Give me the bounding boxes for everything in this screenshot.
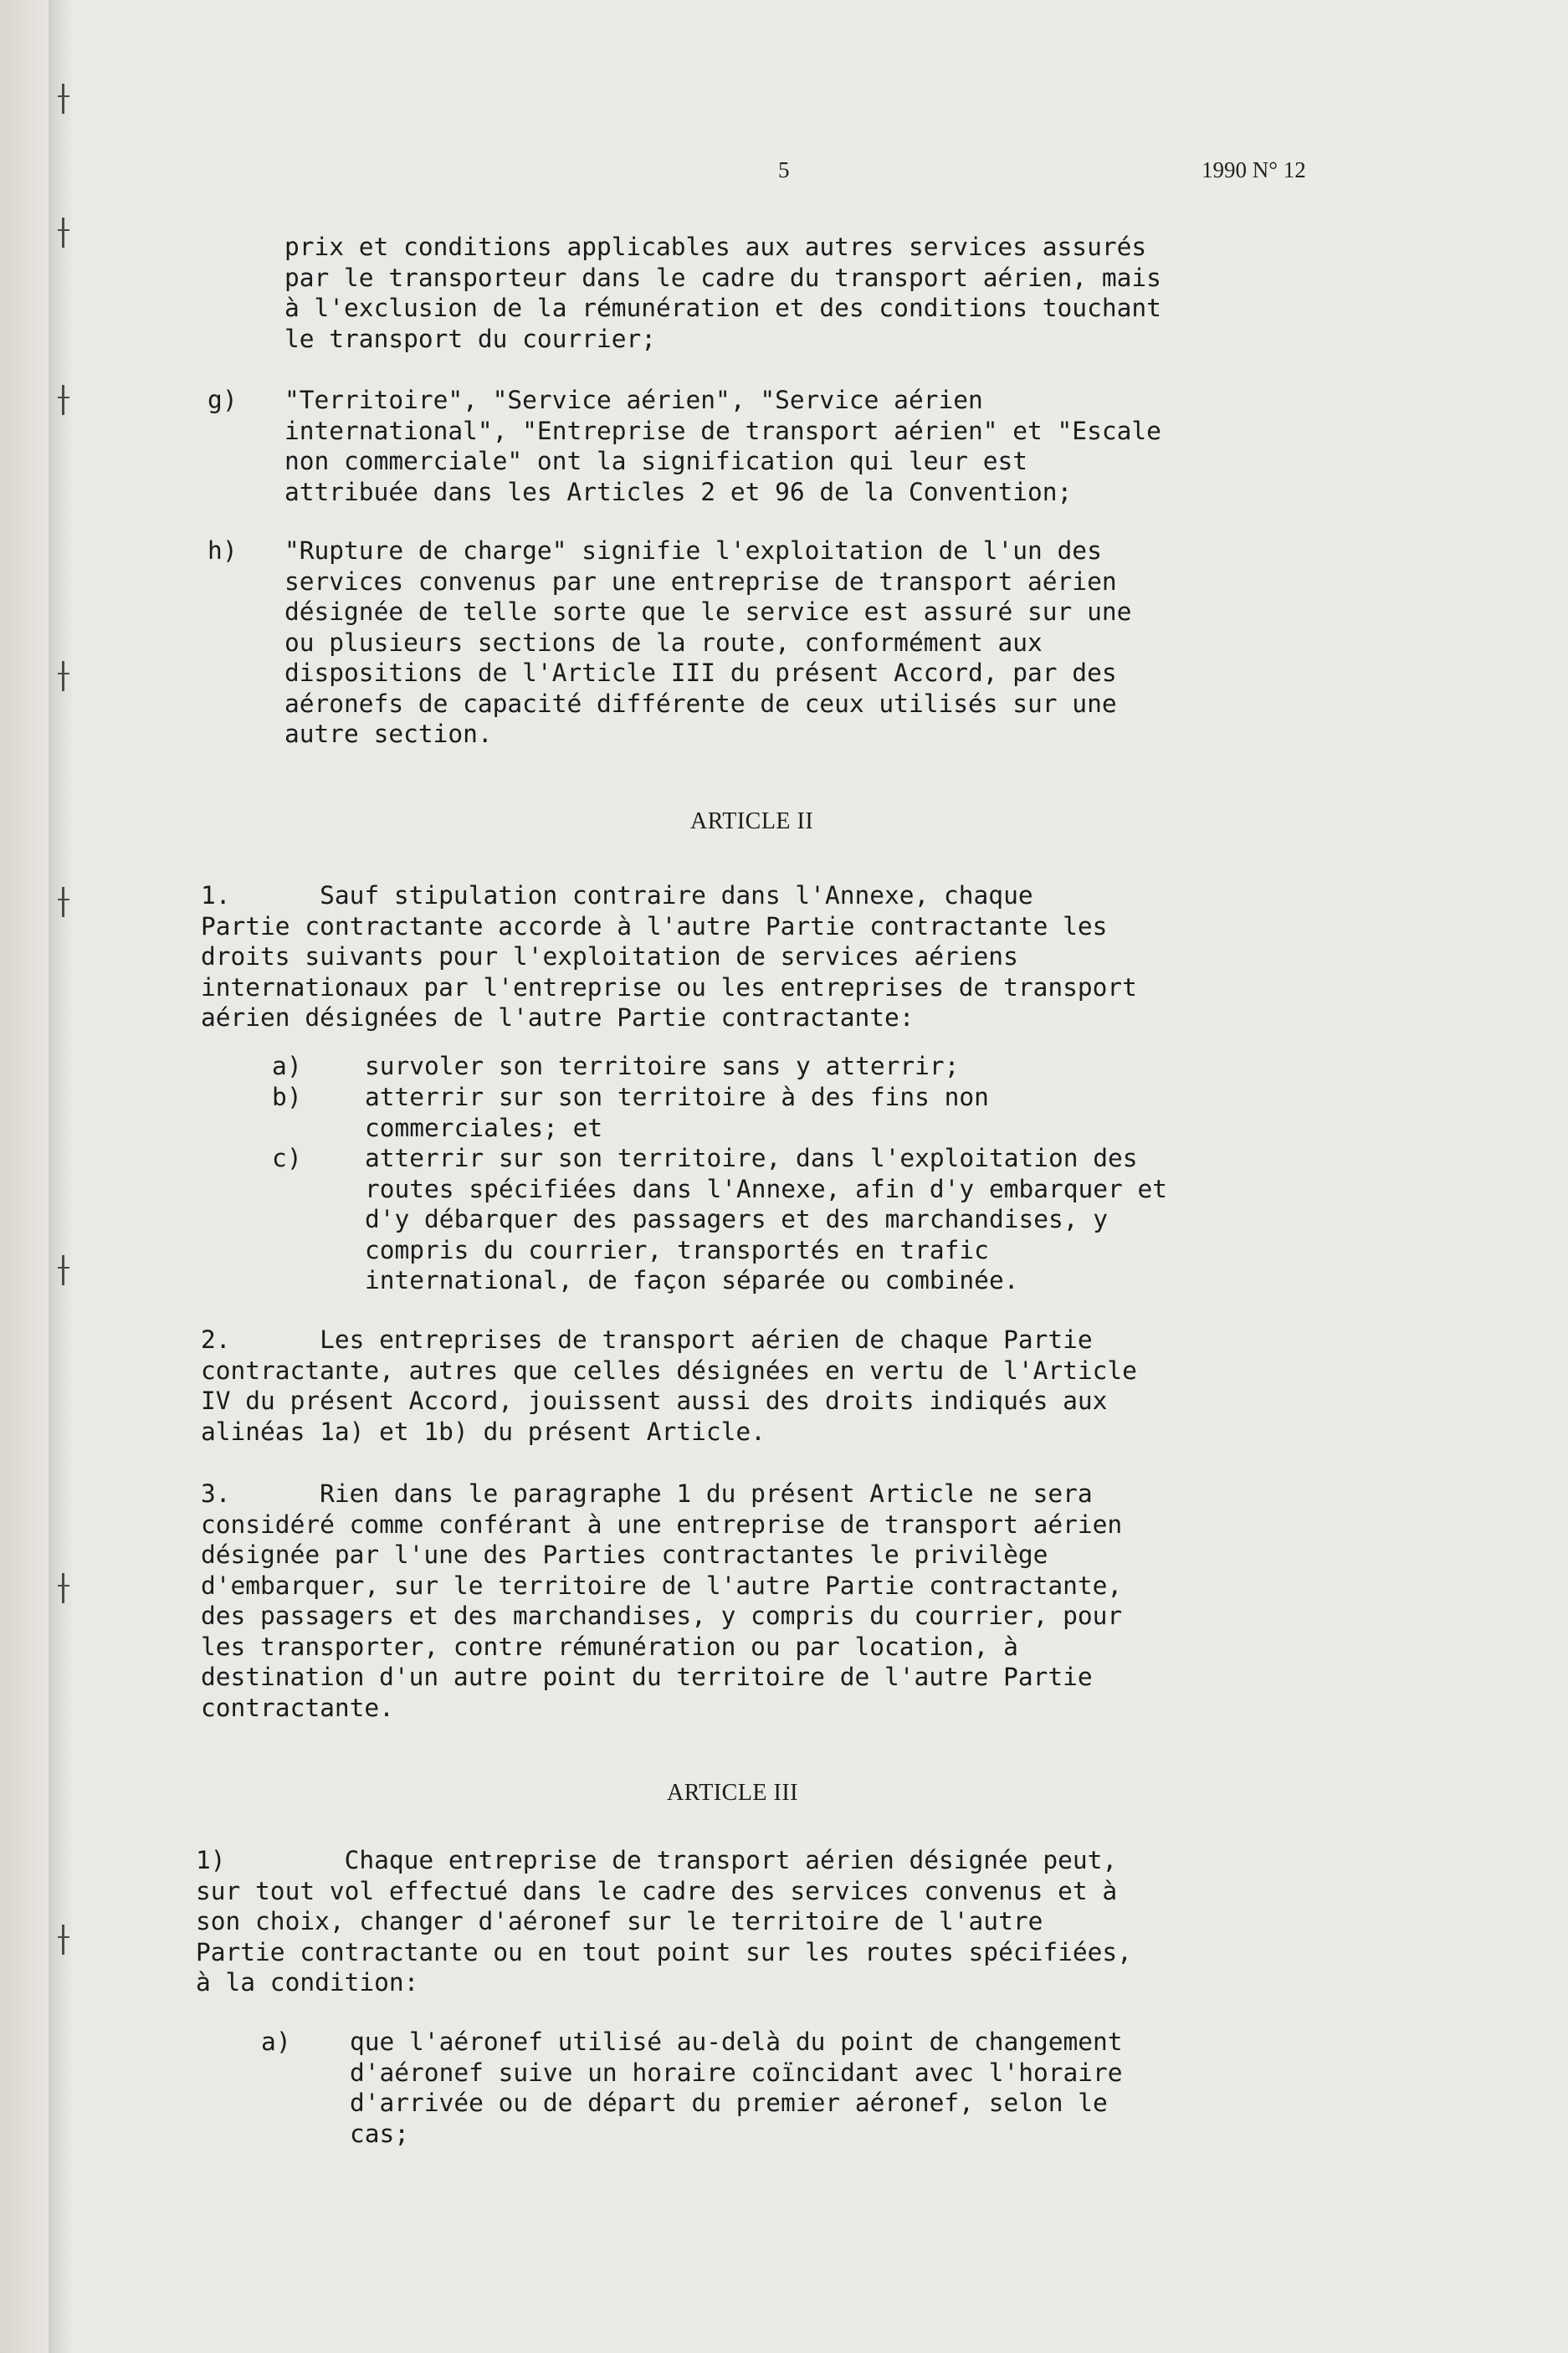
text-line: prix et conditions applicables aux autres services assurés [284, 233, 1147, 261]
text-line: autre section. [284, 720, 493, 748]
text-line: compris du courrier, transportés en trafic [365, 1235, 989, 1264]
item-label-a: a) [261, 2027, 291, 2056]
binding-staple [62, 1925, 73, 1955]
paragraph-g [284, 385, 1161, 507]
article-2-item-b [365, 1082, 989, 1143]
article-2-item-a [365, 1051, 959, 1082]
text-line: atterrir sur son territoire à des fins non [365, 1083, 989, 1111]
text-line: le transport du courrier; [284, 324, 657, 353]
item-label-h: h) [208, 536, 238, 565]
document-reference: 1990 N° 12 [1202, 157, 1306, 182]
text-line: que l'aéronef utilisé au-delà du point de changement [350, 2027, 1123, 2056]
text-line: IV du présent Accord, jouissent aussi des droits indiqués aux [201, 1387, 1108, 1415]
text-line: d'embarquer, sur le territoire de l'autre Partie contractante, [201, 1571, 1123, 1600]
text-line: non commerciale" ont la signification qui leur est [284, 447, 1028, 475]
page-number: 5 [778, 157, 790, 182]
text-line: désignée par l'une des Parties contractantes le privilège [201, 1540, 1048, 1569]
text-line: international, de façon séparée ou combinée. [365, 1266, 1019, 1294]
text-line: des passagers et des marchandises, y compris du courrier, pour [201, 1602, 1123, 1630]
text-line: 1. Sauf stipulation contraire dans l'Annexe, chaque [201, 881, 1033, 910]
binding-staple [62, 661, 73, 691]
article-2-heading: ARTICLE II [690, 808, 814, 834]
text-line: désignée de telle sorte que le service est assuré sur une [284, 597, 1132, 626]
item-label-a: a) [272, 1052, 302, 1080]
item-label-g: g) [208, 386, 238, 414]
text-line: sur tout vol effectué dans le cadre des services convenus et à [196, 1876, 1118, 1905]
text-line: services convenus par une entreprise de transport aérien [284, 566, 1117, 596]
text-line: 3. Rien dans le paragraphe 1 du présent Article ne sera [201, 1479, 1093, 1508]
binding-staple [62, 385, 73, 415]
text-line: d'y débarquer des passagers et des marchandises, y [365, 1205, 1109, 1233]
item-label-b: b) [272, 1083, 302, 1111]
binding-staple [62, 1573, 73, 1603]
text-line: considéré comme conférant à une entreprise de transport aérien [201, 1510, 1123, 1539]
text-line: d'aéronef suive un horaire coïncidant avec l'horaire [350, 2058, 1123, 2087]
article-3-heading: ARTICLE III [667, 1780, 798, 1806]
text-line: contractante. [201, 1693, 394, 1722]
text-line: internationaux par l'entreprise ou les entreprises de transport [201, 972, 1137, 1002]
article-3-item-a [350, 2027, 1123, 2149]
paragraph-h [284, 536, 1131, 750]
text-line: cas; [350, 2119, 410, 2148]
text-line: "Territoire", "Service aérien", "Service aérien [284, 386, 983, 414]
binding-staple [62, 84, 73, 114]
text-line: contractante, autres que celles désignées en vertu de l'Article [201, 1356, 1137, 1385]
text-line: droits suivants pour l'exploitation de services aériens [201, 942, 1018, 971]
text-line: par le transporteur dans le cadre du transport aérien, mais [284, 263, 1161, 292]
text-line: alinéas 1a) et 1b) du présent Article. [201, 1417, 766, 1446]
article-2-item-c [365, 1143, 1167, 1296]
text-line: Partie contractante accorde à l'autre Partie contractante les [201, 911, 1108, 941]
text-line: destination d'un autre point du territoire de l'autre Partie [201, 1663, 1093, 1691]
text-line: 1) Chaque entreprise de transport aérien désignée peut, [196, 1846, 1118, 1874]
text-line: atterrir sur son territoire, dans l'exploitation des [365, 1144, 1138, 1172]
text-line: Partie contractante ou en tout point sur les routes spécifiées, [196, 1937, 1132, 1966]
binding-staple [62, 887, 73, 917]
item-label-c: c) [272, 1144, 302, 1172]
text-line: d'arrivée ou de départ du premier aéronef, selon le [350, 2089, 1108, 2117]
text-line: aéronefs de capacité différente de ceux utilisés sur une [284, 689, 1117, 718]
text-line: routes spécifiées dans l'Annexe, afin d'y embarquer et [365, 1174, 1168, 1203]
article-3-paragraph-1 [196, 1845, 1132, 1998]
binding-staple [62, 218, 73, 248]
text-line: dispositions de l'Article III du présent Accord, par des [284, 659, 1117, 687]
text-line: international", "Entreprise de transport aérien" et "Escale [284, 416, 1161, 445]
binding-staple [62, 1255, 73, 1285]
paragraph-f-continuation [284, 232, 1161, 354]
article-2-paragraph-2 [201, 1325, 1137, 1447]
text-line: à la condition: [196, 1968, 419, 1997]
text-line: survoler son territoire sans y atterrir; [365, 1052, 960, 1080]
text-line: à l'exclusion de la rémunération et des conditions touchant [284, 294, 1161, 322]
text-line: 2. Les entreprises de transport aérien de chaque Partie [201, 1325, 1093, 1354]
text-line: attribuée dans les Articles 2 et 96 de la Convention; [284, 477, 1073, 506]
text-line: "Rupture de charge" signifie l'exploitation de l'un des [284, 536, 1102, 565]
text-line: aérien désignées de l'autre Partie contractante: [201, 1003, 915, 1032]
text-line: commerciales; et [365, 1113, 603, 1142]
text-line: ou plusieurs sections de la route, conformément aux [284, 628, 1043, 657]
article-2-paragraph-1 [201, 880, 1137, 1033]
text-line: son choix, changer d'aéronef sur le territoire de l'autre [196, 1907, 1043, 1935]
binding-edge [49, 0, 74, 2353]
text-line: les transporter, contre rémunération ou par location, à [201, 1632, 1018, 1661]
article-2-paragraph-3 [201, 1479, 1122, 1723]
